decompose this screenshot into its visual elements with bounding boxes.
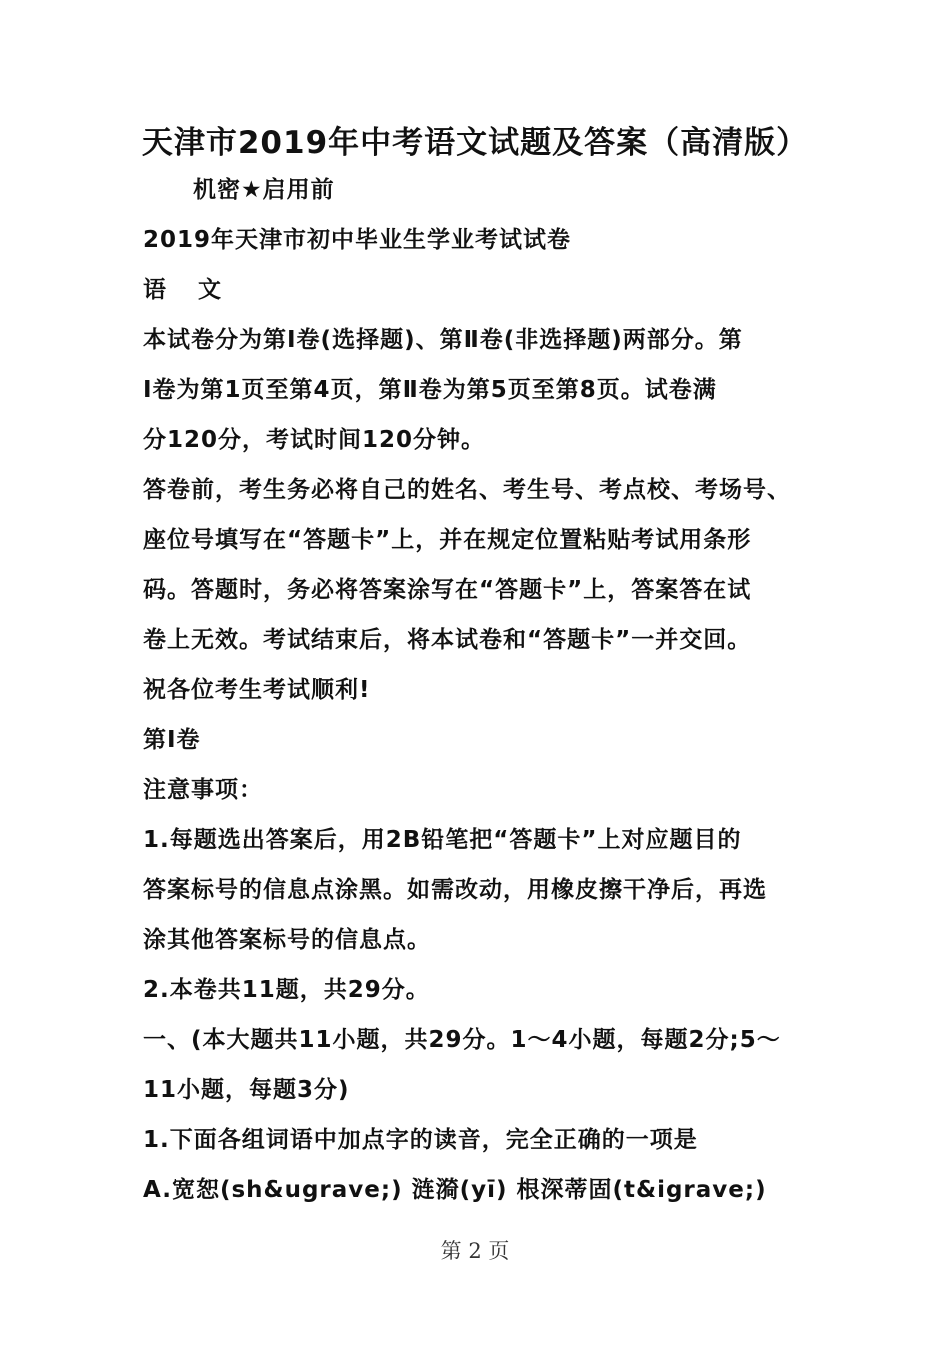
note-line: 1.每题选出答案后，用2B铅笔把“答题卡”上对应题目的 — [143, 827, 742, 853]
part-line: 11小题，每题3分) — [143, 1077, 350, 1103]
instruction-line: 卷上无效。考试结束后，将本试卷和“答题卡”一并交回。 — [143, 627, 752, 653]
note-line: 涂其他答案标号的信息点。 — [143, 927, 431, 953]
intro-line: Ⅰ卷为第1页至第4页，第Ⅱ卷为第5页至第8页。试卷满 — [143, 377, 717, 403]
question-1-option-a: A.宽恕(sh&ugrave;) 涟漪(yī) 根深蒂固(t&igrave;) — [143, 1177, 767, 1203]
intro-line: 本试卷分为第Ⅰ卷(选择题)、第Ⅱ卷(非选择题)两部分。第 — [143, 327, 743, 353]
note-line: 2.本卷共11题，共29分。 — [143, 977, 430, 1003]
part-line: 一、(本大题共11小题，共29分。1～4小题，每题2分;5～ — [143, 1027, 781, 1053]
instruction-line: 座位号填写在“答题卡”上，并在规定位置粘贴考试用条形 — [143, 527, 752, 553]
document-title: 天津市2019年中考语文试题及答案（高清版） — [141, 125, 809, 161]
instruction-line: 答卷前，考生务必将自己的姓名、考生号、考点校、考场号、 — [143, 477, 791, 503]
intro-line: 分120分，考试时间120分钟。 — [143, 427, 486, 453]
exam-name: 2019年天津市初中毕业生学业考试试卷 — [143, 227, 572, 253]
note-line: 答案标号的信息点涂黑。如需改动，用橡皮擦干净后，再选 — [143, 877, 767, 903]
instruction-line: 祝各位考生考试顺利! — [143, 677, 371, 703]
secrecy-label: 机密★启用前 — [193, 177, 335, 203]
instruction-line: 码。答题时，务必将答案涂写在“答题卡”上，答案答在试 — [143, 577, 752, 603]
question-1: 1.下面各组词语中加点字的读音，完全正确的一项是 — [143, 1127, 698, 1153]
subject-label: 语 文 — [143, 277, 234, 303]
notes-title: 注意事项： — [143, 777, 263, 803]
page-number: 第 2 页 — [440, 1239, 510, 1263]
section-title: 第Ⅰ卷 — [143, 727, 201, 753]
